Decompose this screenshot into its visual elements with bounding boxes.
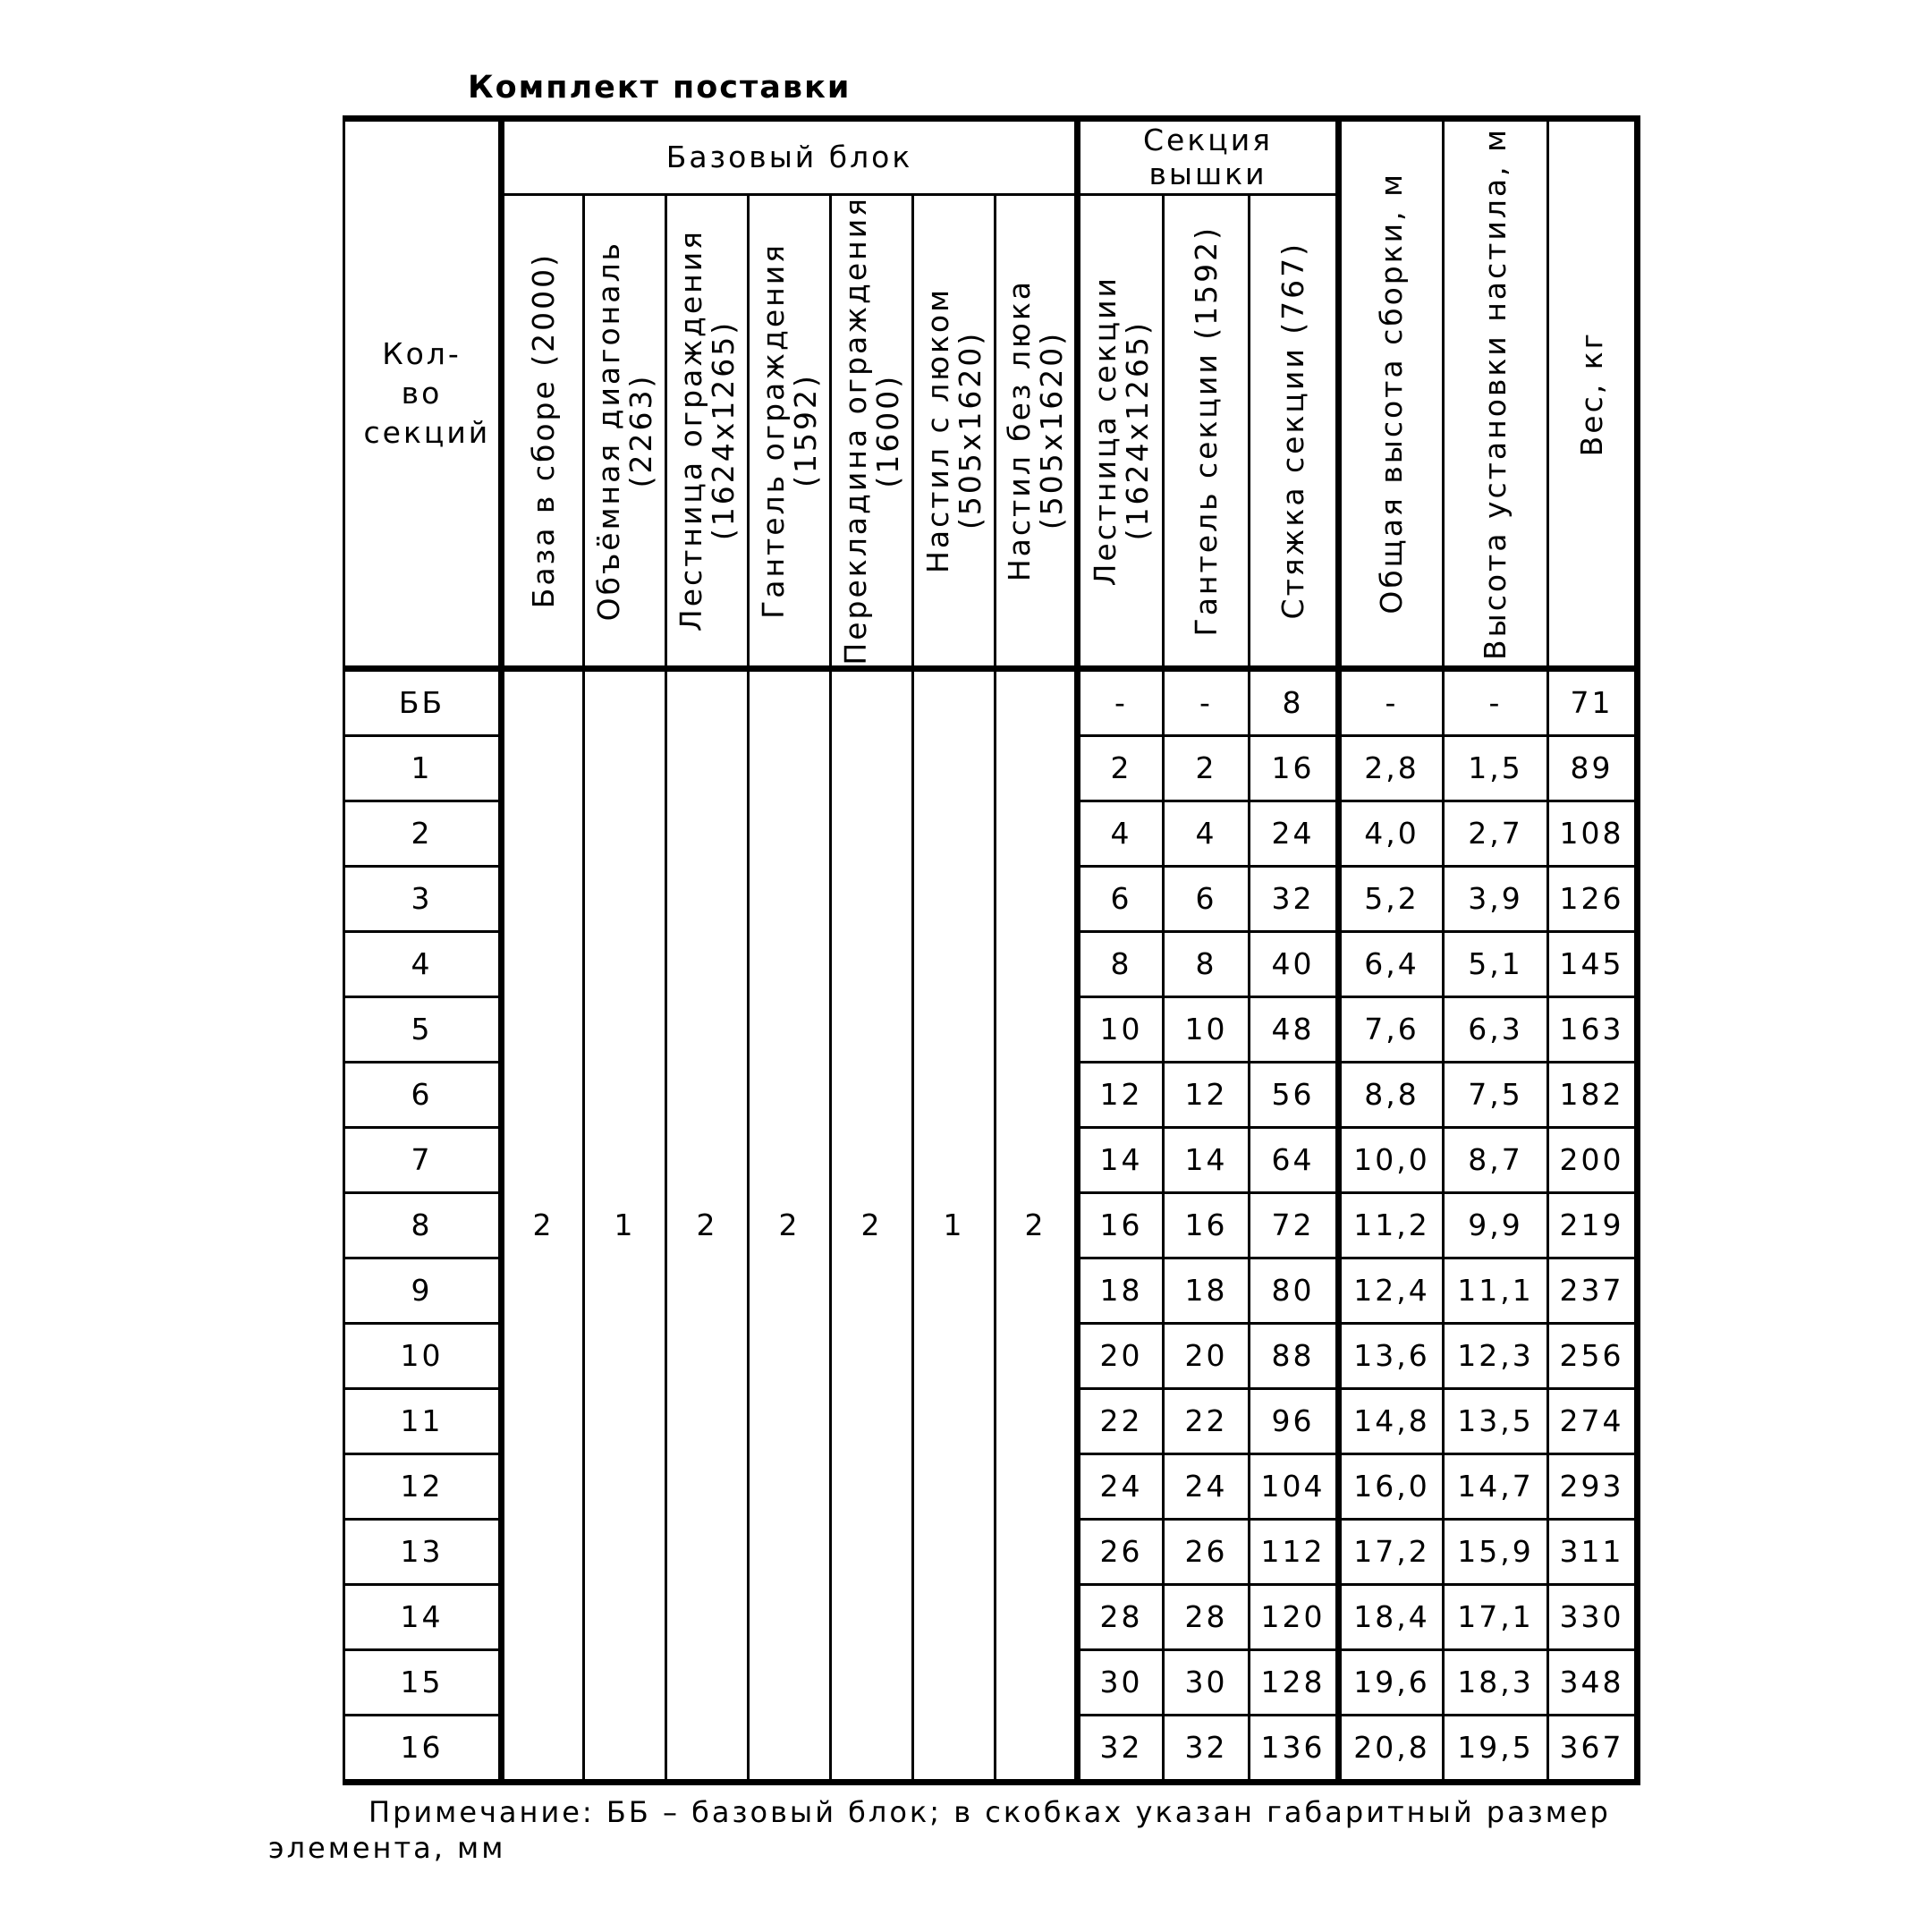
table-cell: 32	[1078, 1715, 1164, 1782]
base-value-cell: 1	[913, 668, 996, 1782]
row-label: ББ	[344, 668, 502, 735]
table-cell: 16	[1250, 735, 1339, 801]
table-cell: -	[1444, 668, 1548, 735]
table-cell: 56	[1250, 1062, 1339, 1127]
header-base-col-1	[502, 195, 584, 669]
table-cell: 22	[1078, 1388, 1164, 1453]
row-label: 8	[344, 1192, 502, 1258]
table-cell: 20,8	[1339, 1715, 1444, 1782]
header-base-col-2-text	[590, 240, 658, 621]
table-cell: 20	[1078, 1323, 1164, 1388]
row-label: 15	[344, 1649, 502, 1715]
table-note: Примечание: ББ – базовый блок; в скобках указан габаритный размер элемента, мм	[268, 1795, 1611, 1865]
header-base-col-7-line2: (505х1620)	[1033, 331, 1069, 530]
base-value-cell: 2	[749, 668, 831, 1782]
row-label: 3	[344, 866, 502, 931]
table-cell: 200	[1548, 1127, 1638, 1192]
header-total-height	[1339, 119, 1444, 669]
table-cell: 17,2	[1339, 1519, 1444, 1584]
table-cell: 219	[1548, 1192, 1638, 1258]
table-cell: 8,8	[1339, 1062, 1444, 1127]
table-cell: 2,8	[1339, 735, 1444, 801]
table-cell: 6	[1164, 866, 1250, 931]
header-weight-text: Вес, кг	[1573, 330, 1609, 456]
table-cell: 71	[1548, 668, 1638, 735]
row-label: 1	[344, 735, 502, 801]
table-cell: 18,3	[1444, 1649, 1548, 1715]
header-base-col-3-line1: Лестница ограждения	[673, 229, 708, 632]
base-value-cell: 2	[502, 668, 584, 1782]
table-cell: 2	[1164, 735, 1250, 801]
header-base-col-6-line1: Настил с люком	[919, 287, 955, 574]
table-cell: 14	[1164, 1127, 1250, 1192]
header-weight	[1548, 119, 1638, 669]
header-sections-count	[344, 119, 502, 669]
table-cell: 17,1	[1444, 1584, 1548, 1649]
table-cell: 330	[1548, 1584, 1638, 1649]
header-base-col-1-line1: База в сборе (2000)	[525, 252, 561, 609]
table-cell: 96	[1250, 1388, 1339, 1453]
table-cell: 24	[1078, 1453, 1164, 1519]
header-base-col-6-text	[919, 287, 987, 574]
header-base-col-3-line2: (1624х1265)	[705, 320, 741, 541]
table-cell: 26	[1078, 1519, 1164, 1584]
header-base-col-5-line1: Перекладина ограждения	[837, 196, 873, 665]
table-cell: 10	[1164, 996, 1250, 1062]
table-cell: 293	[1548, 1453, 1638, 1519]
table-cell: 4,0	[1339, 801, 1444, 866]
table-cell: -	[1164, 668, 1250, 735]
table-cell: 126	[1548, 866, 1638, 931]
header-base-col-2	[584, 195, 666, 669]
document-title: Комплект поставки	[468, 70, 852, 106]
table-cell: 6,4	[1339, 931, 1444, 996]
table-cell: 12,4	[1339, 1258, 1444, 1323]
table-cell: 14,7	[1444, 1453, 1548, 1519]
base-value-cell: 2	[831, 668, 913, 1782]
table-cell: 88	[1250, 1323, 1339, 1388]
header-section-col-3-line1: Стяжка секции (767)	[1275, 242, 1310, 620]
table-cell: 11,1	[1444, 1258, 1548, 1323]
header-section-col-1	[1078, 195, 1164, 669]
table-cell: 163	[1548, 996, 1638, 1062]
header-tower-section	[1078, 119, 1339, 195]
header-base-col-4-line2: (1592)	[787, 373, 823, 488]
table-cell: 112	[1250, 1519, 1339, 1584]
header-section-col-3-text	[1277, 242, 1309, 619]
table-cell: 367	[1548, 1715, 1638, 1782]
table-cell: 14,8	[1339, 1388, 1444, 1453]
table-cell: 237	[1548, 1258, 1638, 1323]
header-base-col-4	[749, 195, 831, 669]
table-cell: 28	[1164, 1584, 1250, 1649]
table-cell: 3,9	[1444, 866, 1548, 931]
table-row	[344, 668, 1638, 735]
table-cell: 18	[1078, 1258, 1164, 1323]
row-label: 11	[344, 1388, 502, 1453]
table-cell: 32	[1250, 866, 1339, 931]
header-tower-section-line2: вышки	[1148, 157, 1267, 191]
header-base-block: Базовый блок	[502, 119, 1078, 195]
row-label: 4	[344, 931, 502, 996]
table-cell: 11,2	[1339, 1192, 1444, 1258]
table-cell: 8	[1250, 668, 1339, 735]
table-cell: 18,4	[1339, 1584, 1444, 1649]
table-cell: 8,7	[1444, 1127, 1548, 1192]
table-cell: 104	[1250, 1453, 1339, 1519]
table-cell: 108	[1548, 801, 1638, 866]
table-cell: 1,5	[1444, 735, 1548, 801]
table-cell: 274	[1548, 1388, 1638, 1453]
table-cell: 13,6	[1339, 1323, 1444, 1388]
table-cell: 6,3	[1444, 996, 1548, 1062]
header-base-col-2-line2: (2263)	[623, 373, 658, 488]
header-section-col-1-line2: (1624х1265)	[1119, 320, 1155, 541]
header-section-col-2	[1164, 195, 1250, 669]
row-label: 16	[344, 1715, 502, 1782]
table-cell: 64	[1250, 1127, 1339, 1192]
table-cell: 5,2	[1339, 866, 1444, 931]
row-label: 2	[344, 801, 502, 866]
base-value-cell: 2	[996, 668, 1078, 1782]
table-cell: 136	[1250, 1715, 1339, 1782]
header-tower-section-line1: Секция	[1142, 123, 1274, 157]
table-cell: 256	[1548, 1323, 1638, 1388]
header-section-col-1-text	[1089, 275, 1154, 586]
header-deck-height-text: Высота установки настила, м	[1478, 126, 1513, 660]
base-value-cell: 2	[666, 668, 749, 1782]
table-cell: 22	[1164, 1388, 1250, 1453]
table-cell: 128	[1250, 1649, 1339, 1715]
table-cell: 2,7	[1444, 801, 1548, 866]
row-label: 7	[344, 1127, 502, 1192]
table-cell: 20	[1164, 1323, 1250, 1388]
header-total-height-text: Общая высота сборки, м	[1374, 172, 1409, 615]
header-section-col-3	[1250, 195, 1339, 669]
table-cell: 348	[1548, 1649, 1638, 1715]
table-cell: 24	[1164, 1453, 1250, 1519]
header-base-col-7-line1: Настил без люка	[1001, 279, 1037, 582]
header-deck-height	[1444, 119, 1548, 669]
delivery-set-table	[343, 115, 1640, 1785]
table-cell: 4	[1164, 801, 1250, 866]
table-cell: 26	[1164, 1519, 1250, 1584]
table-cell: 4	[1078, 801, 1164, 866]
table-cell: 40	[1250, 931, 1339, 996]
table-cell: 14	[1078, 1127, 1164, 1192]
table-cell: 12	[1078, 1062, 1164, 1127]
table-cell: 12	[1164, 1062, 1250, 1127]
table-cell: 2	[1078, 735, 1164, 801]
table-cell: 80	[1250, 1258, 1339, 1323]
row-label: 13	[344, 1519, 502, 1584]
table-cell: 182	[1548, 1062, 1638, 1127]
table-cell: 120	[1250, 1584, 1339, 1649]
table-cell: 18	[1164, 1258, 1250, 1323]
header-base-col-4-line1: Гантель ограждения	[755, 242, 791, 619]
base-value-cell: 1	[584, 668, 666, 1782]
header-base-col-4-text	[755, 242, 823, 619]
header-section-col-2-text	[1188, 225, 1224, 637]
row-label: 12	[344, 1453, 502, 1519]
table-cell: 311	[1548, 1519, 1638, 1584]
table-cell: 16	[1078, 1192, 1164, 1258]
header-base-col-6	[913, 195, 996, 669]
table-cell: 8	[1078, 931, 1164, 996]
table-cell: 13,5	[1444, 1388, 1548, 1453]
row-label: 10	[344, 1323, 502, 1388]
table-cell: 19,5	[1444, 1715, 1548, 1782]
header-base-col-5-line2: (1600)	[869, 373, 905, 488]
header-section-col-1-line1: Лестница секции	[1087, 275, 1123, 586]
table-cell: 7,6	[1339, 996, 1444, 1062]
row-label: 6	[344, 1062, 502, 1127]
header-base-col-7-text	[1001, 279, 1069, 582]
table-cell: 145	[1548, 931, 1638, 996]
table-cell: 89	[1548, 735, 1638, 801]
header-section-col-2-line1: Гантель секции (1592)	[1188, 225, 1224, 637]
header-sections-count-text: Кол-во секций	[363, 335, 491, 450]
table-cell: 28	[1078, 1584, 1164, 1649]
header-base-col-6-line2: (505х1620)	[952, 331, 987, 530]
table-cell: 9,9	[1444, 1192, 1548, 1258]
table-cell: 7,5	[1444, 1062, 1548, 1127]
row-label: 5	[344, 996, 502, 1062]
header-base-col-3	[666, 195, 749, 669]
table-cell: 6	[1078, 866, 1164, 931]
header-base-col-5-text	[837, 196, 905, 665]
table-cell: 16	[1164, 1192, 1250, 1258]
table-cell: -	[1078, 668, 1164, 735]
header-base-col-1-text	[525, 252, 561, 609]
table-cell: 5,1	[1444, 931, 1548, 996]
row-label: 9	[344, 1258, 502, 1323]
table-cell: 12,3	[1444, 1323, 1548, 1388]
table-cell: 30	[1164, 1649, 1250, 1715]
header-base-col-3-text	[675, 229, 740, 631]
table-cell: 19,6	[1339, 1649, 1444, 1715]
table-cell: 10	[1078, 996, 1164, 1062]
header-base-col-5	[831, 195, 913, 669]
table-cell: 24	[1250, 801, 1339, 866]
table-cell: 30	[1078, 1649, 1164, 1715]
table-cell: -	[1339, 668, 1444, 735]
table-cell: 48	[1250, 996, 1339, 1062]
header-base-col-7	[996, 195, 1078, 669]
table-cell: 16,0	[1339, 1453, 1444, 1519]
header-base-col-2-line1: Объёмная диагональ	[590, 240, 626, 621]
row-label: 14	[344, 1584, 502, 1649]
table-cell: 8	[1164, 931, 1250, 996]
table-cell: 15,9	[1444, 1519, 1548, 1584]
table-cell: 32	[1164, 1715, 1250, 1782]
table-cell: 72	[1250, 1192, 1339, 1258]
table-cell: 10,0	[1339, 1127, 1444, 1192]
